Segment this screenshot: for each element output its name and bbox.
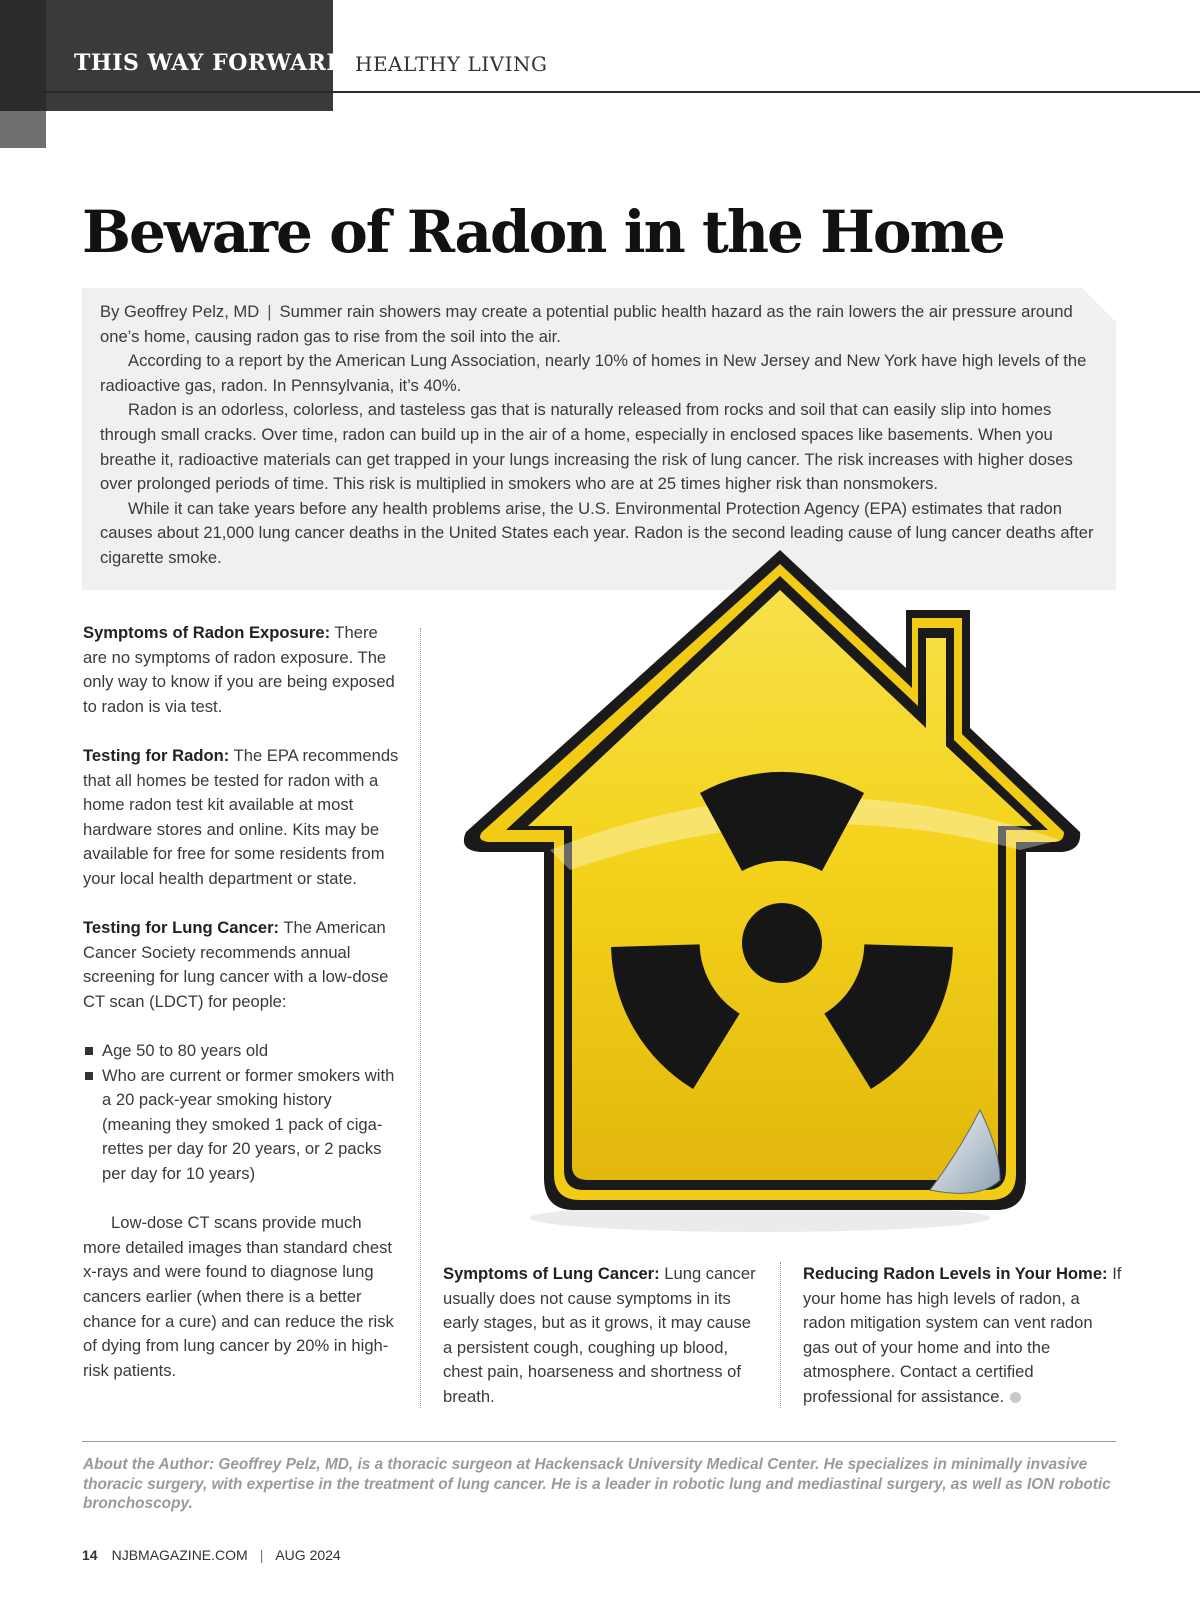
testing-lung-paragraph (83, 916, 403, 1014)
byline-separator: | (267, 302, 272, 321)
intro-p1-text: Summer rain showers may create a potential public health hazard as the rain lowers the air pressure around one’s home, causing radon gas to rise from the soil into the air. (100, 302, 1073, 346)
footer-site: NJBMAGAZINE.COM (111, 1547, 248, 1563)
footer-date: AUG 2024 (275, 1547, 341, 1563)
right-column (803, 1262, 1123, 1434)
reducing-radon-heading: Reducing Radon Levels in Your Home: (803, 1264, 1108, 1283)
header-rule-left (0, 91, 333, 93)
symptoms-radon-text: There are no symptoms of radon exposure. The only way to know if you are being exposed to radon is via test. (83, 623, 395, 716)
byline: By Geoffrey Pelz, MD (100, 302, 260, 321)
footer-separator: | (259, 1547, 264, 1563)
testing-radon-text: The EPA recommends that all homes be tested for radon with a home radon test kit available at most hardware stores and online. Kits may be available for free for some residents from your local health department or state. (83, 745, 399, 888)
symptoms-lung-heading: Symptoms of Lung Cancer: (443, 1264, 660, 1283)
list-item (83, 1039, 403, 1064)
symptoms-radon-paragraph (83, 621, 403, 719)
list-item-text: Age 50 to 80 years old (102, 1041, 269, 1061)
testing-radon-paragraph (83, 744, 403, 892)
page-number: 14 (82, 1547, 98, 1563)
intro-paragraph-3: Radon is an odorless, colorless, and tasteless gas that is naturally released from rocks and soil that can easily slip into homes through small cracks. Over time, radon can build up in the air of a home, especially in enclosed spaces like basements. When you breathe it, radioactive materials can get trapped in your lungs increasing the risk of lung cancer. The risk increases with higher doses over prolonged periods of time. This risk is multiplied in smokers who are at 25 times higher risk than nonsmokers. (100, 400, 1073, 494)
symptoms-radon-heading: Symptoms of Radon Exposure: (83, 623, 331, 642)
intro-paragraph-4: While it can take years before any health problems arise, the U.S. Environmental Protection Agency (EPA) estimates that radon causes about 21,000 lung cancer deaths in the United States each year. Radon is the second leading cause of lung cancer deaths after cigarette smoke. (100, 498, 1094, 567)
header-rule (333, 91, 1200, 93)
testing-lung-text: The American Cancer Society recommends annual screening for lung cancer with a low-dose CT scan (LDCT) for people: (83, 918, 389, 1011)
symptoms-lung-paragraph (443, 1262, 763, 1410)
column-divider (420, 628, 421, 1408)
article-title: Beware of Radon in the Home (82, 198, 1004, 266)
column-divider (780, 1262, 781, 1408)
intro-text (100, 300, 1100, 571)
square-bullet-icon (85, 1047, 93, 1055)
square-bullet-icon (85, 1072, 93, 1080)
intro-paragraph-1 (100, 300, 1100, 349)
list-item (83, 1064, 403, 1187)
middle-column (443, 1262, 763, 1434)
symptoms-lung-text: Lung cancer usually does not cause symptoms in its early stages, but as it grows, it may cause a persistent cough, coughing up blood, chest pain, hoarseness and shortness of breath. (443, 1264, 756, 1406)
author-divider (82, 1441, 1116, 1442)
category-label: HEALTHY LIVING (355, 52, 548, 76)
header-strip-top (0, 0, 46, 111)
end-of-article-icon (1010, 1392, 1021, 1403)
list-item-text: Who are current or former smokers with a 20 pack-year smoking history (meaning they smoked 1 pack of cigarettes per day for 20 years, or 2 packs per day for 10 years) (102, 1065, 395, 1184)
testing-radon-heading: Testing for Radon: (83, 745, 230, 765)
left-column (83, 621, 403, 1408)
intro-paragraph-2: According to a report by the American Lung Association, nearly 10% of homes in New Jersey and New York have high levels of the radioactive gas, radon. In Pennsylvania, it’s 40%. (100, 351, 1087, 395)
testing-lung-heading: Testing for Lung Cancer: (83, 918, 280, 938)
reducing-radon-paragraph (803, 1262, 1123, 1410)
ldct-paragraph: Low-dose CT scans provide much more detailed images than standard chest x-rays and were found to diagnose lung cancers earlier (when there is a better chance for a cure) and can reduce the risk of dying from lung cancer by 20% in high-risk patients. (83, 1213, 394, 1380)
author-note: About the Author: Geoffrey Pelz, MD, is a thoracic surgeon at Hackensack University Medical Center. He specializes in minimally invasive thoracic surgery, with expertise in the treatment of lung cancer. He is a leader in robotic lung and mediastinal surgery, as well as ION robotic bronchoscopy. (83, 1456, 1111, 1512)
radiation-house-sign-icon (460, 550, 1100, 1240)
screening-criteria-list (83, 1039, 403, 1187)
section-label: THIS WAY FORWARD (74, 50, 346, 76)
page-footer (82, 1547, 341, 1563)
reducing-radon-text: If your home has high levels of radon, a radon mitigation system can vent radon gas out of your home and into the atmosphere. Contact a certified professional for assistance. (803, 1264, 1122, 1406)
